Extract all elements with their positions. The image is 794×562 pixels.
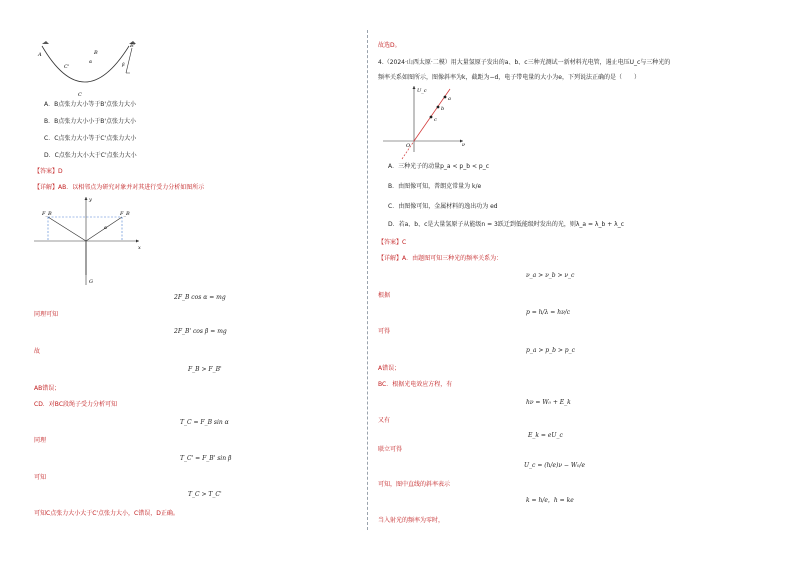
q4-text-last: 当入射光的频率为零时，: [378, 517, 445, 524]
equation-3: F_B > F_B': [188, 366, 222, 373]
q4-equation-3: p_a > p_b > p_c: [526, 347, 575, 354]
equation-4: T_C = F_B sin α: [180, 419, 229, 426]
option-a: A．B点张力大小等于B'点张力大小: [44, 101, 136, 108]
text-same: 同理: [34, 437, 47, 444]
detail-intro: 【详解】AB．以相邻点为研究对象并对其进行受力分析如图所示: [34, 184, 205, 191]
label-a: A: [38, 52, 42, 58]
label-fb-right: F_B: [120, 211, 130, 217]
label-c: C: [78, 92, 82, 98]
q4-detail-intro: 【详解】A．由题图可知三种光的频率关系为：: [378, 255, 503, 262]
text-known-1: 同理可知: [34, 311, 59, 318]
q4-equation-1: ν_a > ν_b > ν_c: [526, 272, 575, 279]
graph-y-label: U_c: [417, 88, 427, 94]
label-b-prime: B': [130, 43, 136, 49]
point-c-label: c: [434, 117, 437, 123]
point-b-label: b: [441, 106, 445, 112]
question-4-line-1: 4.（2024·山西太原·二模）用大量氢原子发出的a、b、c三种光测试一新材料光电管，遏止电压U_c与三种光的: [378, 59, 671, 66]
label-y-axis: y: [89, 197, 92, 203]
q4-text-known: 可知，图中直线的斜率表示: [378, 481, 451, 488]
q4-equation-5: E_k = eU_c: [528, 432, 563, 439]
option-b: B．B点张力大小小于B'点张力大小: [44, 118, 136, 125]
point-a-label: a: [448, 96, 451, 102]
prev-answer: 故选D。: [378, 42, 401, 49]
label-alpha: α: [89, 60, 93, 65]
label-alpha-2: α: [104, 226, 108, 231]
q4-text-basis: 根据: [378, 292, 391, 299]
q4-equation-7: k = h/e，h = ke: [526, 497, 574, 504]
text-therefore: 故: [34, 348, 41, 355]
answer-label: 【答案】D: [34, 168, 63, 175]
text-known-2: 可知: [34, 474, 47, 481]
label-x-axis: x: [138, 245, 141, 251]
option-d: D．C点张力大小大于C'点张力大小: [44, 152, 137, 159]
q4-equation-2: p = h/λ = hν/c: [526, 309, 571, 316]
q4-answer-label: 【答案】C: [378, 239, 407, 246]
q4-equation-6: U_c = (h/e)ν − W₀/e: [524, 462, 586, 469]
equation-2: 2F_B' cos β = mg: [174, 328, 227, 335]
uc-frequency-graph: [378, 84, 478, 154]
label-b: B: [94, 50, 98, 56]
q4-text-a-wrong: A错误；: [378, 365, 401, 372]
graph-x-label: ν: [462, 142, 466, 148]
label-g: G: [89, 279, 93, 285]
label-beta: β: [122, 63, 125, 68]
rope-figure: [34, 38, 144, 98]
equation-5: T_C' = F_B' sin β: [180, 455, 232, 462]
q4-option-b: B．由图像可知，普朗克常量为 k/e: [388, 183, 482, 190]
q4-option-a: A．三种光子的动量p_a < p_b < p_c: [388, 163, 489, 170]
q4-text-combine: 联立可得: [378, 446, 403, 453]
label-fb-left: F_B: [42, 211, 52, 217]
force-diagram: [34, 195, 144, 285]
option-c: C．C点张力大小等于C'点张力大小: [44, 135, 137, 142]
text-cd-intro: CD．对BC段绳子受力分析可知: [34, 401, 118, 408]
question-4-line-2: 频率关系如图所示，图像斜率为k，截距为−d，电子带电量的大小为e，下列说法正确的是（ ）: [378, 74, 641, 81]
equation-6: T_C > T_C': [188, 491, 222, 498]
q4-text-obtain: 可得: [378, 328, 391, 335]
q4-text-also: 又有: [378, 417, 391, 424]
label-c-prime: C': [64, 64, 70, 70]
text-conclusion: 可知C点张力大小大于C'点张力大小，C错误，D正确。: [34, 510, 179, 517]
graph-origin: O: [406, 143, 411, 149]
q4-option-d: D．若a、b、c是大量氢原子从能级n = 3跃迁到低能级时发出的光，则λ_a = λ_b + λ_c: [388, 221, 624, 228]
equation-1: 2F_B cos α = mg: [174, 294, 226, 301]
column-divider: [367, 30, 368, 530]
q4-text-bc-intro: BC．根据光电效应方程，有: [378, 381, 453, 388]
q4-option-c: C．由图像可知，金属材料的逸出功为 ed: [388, 203, 498, 210]
text-ab-wrong: AB错误；: [34, 385, 61, 392]
q4-equation-4: hν = W₀ + E_k: [526, 399, 571, 406]
